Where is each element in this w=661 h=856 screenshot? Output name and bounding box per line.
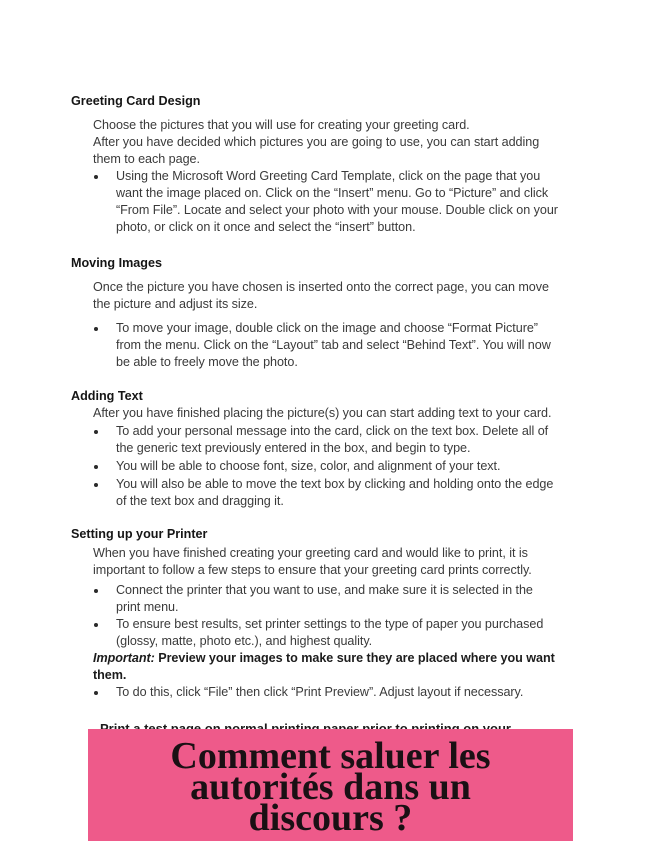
paragraph-line: After you have decided which pictures you are going to use, you can start adding <box>93 135 540 149</box>
important-note-line: them. <box>93 668 127 682</box>
bullet-line: You will also be able to move the text box by clicking and holding onto the edge <box>116 477 554 491</box>
banner-title: Comment saluer les autorités dans un discours ? <box>170 734 491 839</box>
bullet-line: To ensure best results, set printer settings to the type of paper you purchased <box>116 617 544 631</box>
bullet-icon <box>94 459 100 465</box>
paragraph-line: When you have finished creating your greeting card and would like to print, it is <box>93 546 528 560</box>
bullet-line: want the image placed on. Click on the “Insert” menu. Go to “Picture” and click <box>116 186 549 200</box>
bullet-line: Connect the printer that you want to use, and make sure it is selected in the <box>116 583 533 597</box>
paragraph-line: After you have finished placing the picture(s) you can start adding text to your card. <box>93 406 552 420</box>
bullet-line: To move your image, double click on the image and choose “Format Picture” <box>116 321 538 335</box>
bullet-line: To do this, click “File” then click “Print Preview”. Adjust layout if necessary. <box>116 685 524 699</box>
bullet-icon <box>94 424 100 430</box>
bullet-line: (glossy, matte, photo etc.), and highest quality. <box>116 634 373 648</box>
bullet-line: of the text box and dragging it. <box>116 494 284 508</box>
section-heading-setting-up-printer: Setting up your Printer <box>71 527 208 541</box>
bullet-icon <box>94 583 100 589</box>
important-label: Important: <box>93 651 155 665</box>
bullet-icon <box>94 617 100 623</box>
important-note <box>93 651 555 666</box>
paragraph-line: Once the picture you have chosen is inserted onto the correct page, you can move <box>93 280 549 294</box>
bullet-icon <box>94 477 100 483</box>
paragraph-line: the picture and adjust its size. <box>93 297 258 311</box>
bullet-icon <box>94 685 100 691</box>
bullet-icon <box>94 169 100 175</box>
title-banner <box>88 729 573 841</box>
paragraph-line: Choose the pictures that you will use for creating your greeting card. <box>93 118 470 132</box>
paragraph-line: them to each page. <box>93 152 200 166</box>
section-heading-greeting-card-design: Greeting Card Design <box>71 94 201 108</box>
paragraph-line: important to follow a few steps to ensure that your greeting card prints correctly. <box>93 563 532 577</box>
section-heading-moving-images: Moving Images <box>71 256 162 270</box>
bullet-line: photo, or click on it once and select the “insert” button. <box>116 220 416 234</box>
bullet-line: Using the Microsoft Word Greeting Card Template, click on the page that you <box>116 169 541 183</box>
important-text: Preview your images to make sure they are placed where you want <box>154 651 555 665</box>
bullet-line: print menu. <box>116 600 179 614</box>
bullet-line: from the menu. Click on the “Layout” tab and select “Behind Text”. You will now <box>116 338 551 352</box>
bullet-line: “From File”. Locate and select your photo with your mouse. Double click on your <box>116 203 558 217</box>
bullet-line: be able to freely move the photo. <box>116 355 298 369</box>
section-heading-adding-text: Adding Text <box>71 389 143 403</box>
bullet-line: You will be able to choose font, size, color, and alignment of your text. <box>116 459 501 473</box>
bullet-line: the generic text previously entered in the box, and begin to type. <box>116 441 471 455</box>
bullet-line: To add your personal message into the card, click on the text box. Delete all of <box>116 424 549 438</box>
bullet-icon <box>94 321 100 327</box>
